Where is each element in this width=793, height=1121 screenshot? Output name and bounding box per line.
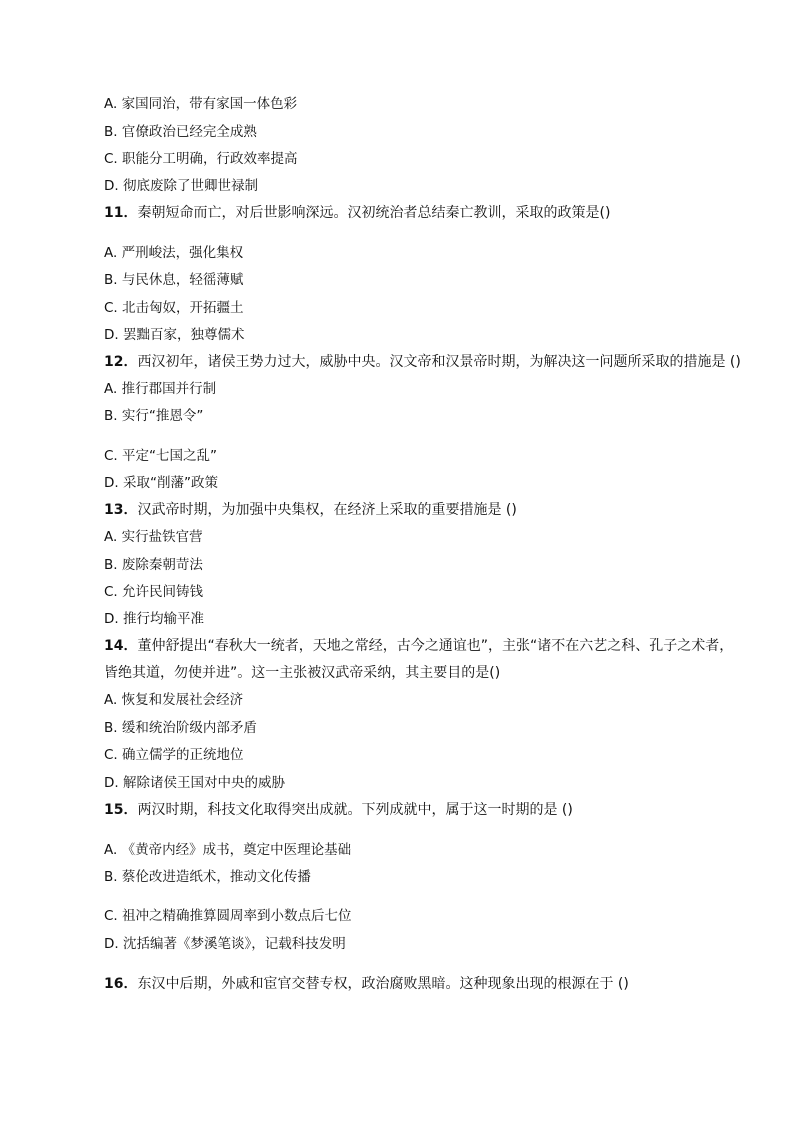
question-text: 汉武帝时期，为加强中央集权，在经济上采取的重要措施是 (): [137, 502, 517, 518]
option-d: D. 解除诸侯王国对中央的威胁: [104, 775, 285, 791]
question-stem: [104, 500, 517, 520]
option-b: B. 与民休息，轻徭薄赋: [104, 272, 244, 288]
option-a: A. 推行郡国并行制: [104, 381, 217, 397]
option-b: B. 废除秦朝苛法: [104, 557, 203, 573]
question-number: 13．: [104, 502, 138, 518]
question-text-continued: 皆绝其道，勿使并进”。这一主张被汉武帝采纳，其主要目的是(): [104, 665, 501, 681]
option-c: C. 职能分工明确，行政效率提高: [104, 151, 298, 167]
option-a: A. 《黄帝内经》成书，奠定中医理论基础: [104, 842, 352, 858]
question-text: 东汉中后期，外戚和宦官交替专权，政治腐败黑暗。这种现象出现的根源在于 (): [137, 976, 629, 992]
option-b: B. 缓和统治阶级内部矛盾: [104, 720, 257, 736]
option-d: D. 沈括编著《梦溪笔谈》，记载科技发明: [104, 936, 346, 952]
question-number: 15．: [104, 802, 138, 818]
option-d: D. 罢黜百家，独尊儒术: [104, 327, 245, 343]
question-text: 董仲舒提出“春秋大一统者，天地之常经，古今之通谊也”，主张“诸不在六艺之科、孔子之术者，: [137, 638, 734, 654]
question-stem: [104, 800, 573, 820]
option-c: C. 祖冲之精确推算圆周率到小数点后七位: [104, 908, 352, 924]
question-number: 16．: [104, 976, 138, 992]
option-b: B. 官僚政治已经完全成熟: [104, 124, 257, 140]
option-c: C. 北击匈奴，开拓疆土: [104, 300, 244, 316]
option-a: A. 家国同治，带有家国一体色彩: [104, 96, 298, 112]
option-d: D. 采取“削藩”政策: [104, 475, 218, 491]
option-c: C. 允许民间铸钱: [104, 584, 204, 600]
option-c: C. 确立儒学的正统地位: [104, 747, 244, 763]
question-stem: [104, 974, 629, 994]
question-number: 14．: [104, 638, 138, 654]
option-a: A. 实行盐铁官营: [104, 529, 203, 545]
question-stem: [104, 203, 610, 223]
option-d: D. 推行均输平准: [104, 611, 204, 627]
question-text: 秦朝短命而亡，对后世影响深远。汉初统治者总结秦亡教训，采取的政策是(): [137, 205, 611, 221]
option-a: A. 恢复和发展社会经济: [104, 692, 244, 708]
question-stem: [104, 352, 741, 372]
question-text: 两汉时期，科技文化取得突出成就。下列成就中，属于这一时期的是 (): [137, 802, 573, 818]
option-d: D. 彻底废除了世卿世禄制: [104, 178, 258, 194]
option-b: B. 蔡伦改进造纸术，推动文化传播: [104, 869, 311, 885]
option-c: C. 平定“七国之乱”: [104, 448, 217, 464]
question-stem: [104, 636, 733, 656]
question-text: 西汉初年，诸侯王势力过大，威胁中央。汉文帝和汉景帝时期，为解决这一问题所采取的措施是 (): [137, 354, 741, 370]
question-number: 11．: [104, 205, 138, 221]
question-number: 12．: [104, 354, 138, 370]
option-a: A. 严刑峻法，强化集权: [104, 245, 244, 261]
option-b: B. 实行“推恩令”: [104, 408, 204, 424]
